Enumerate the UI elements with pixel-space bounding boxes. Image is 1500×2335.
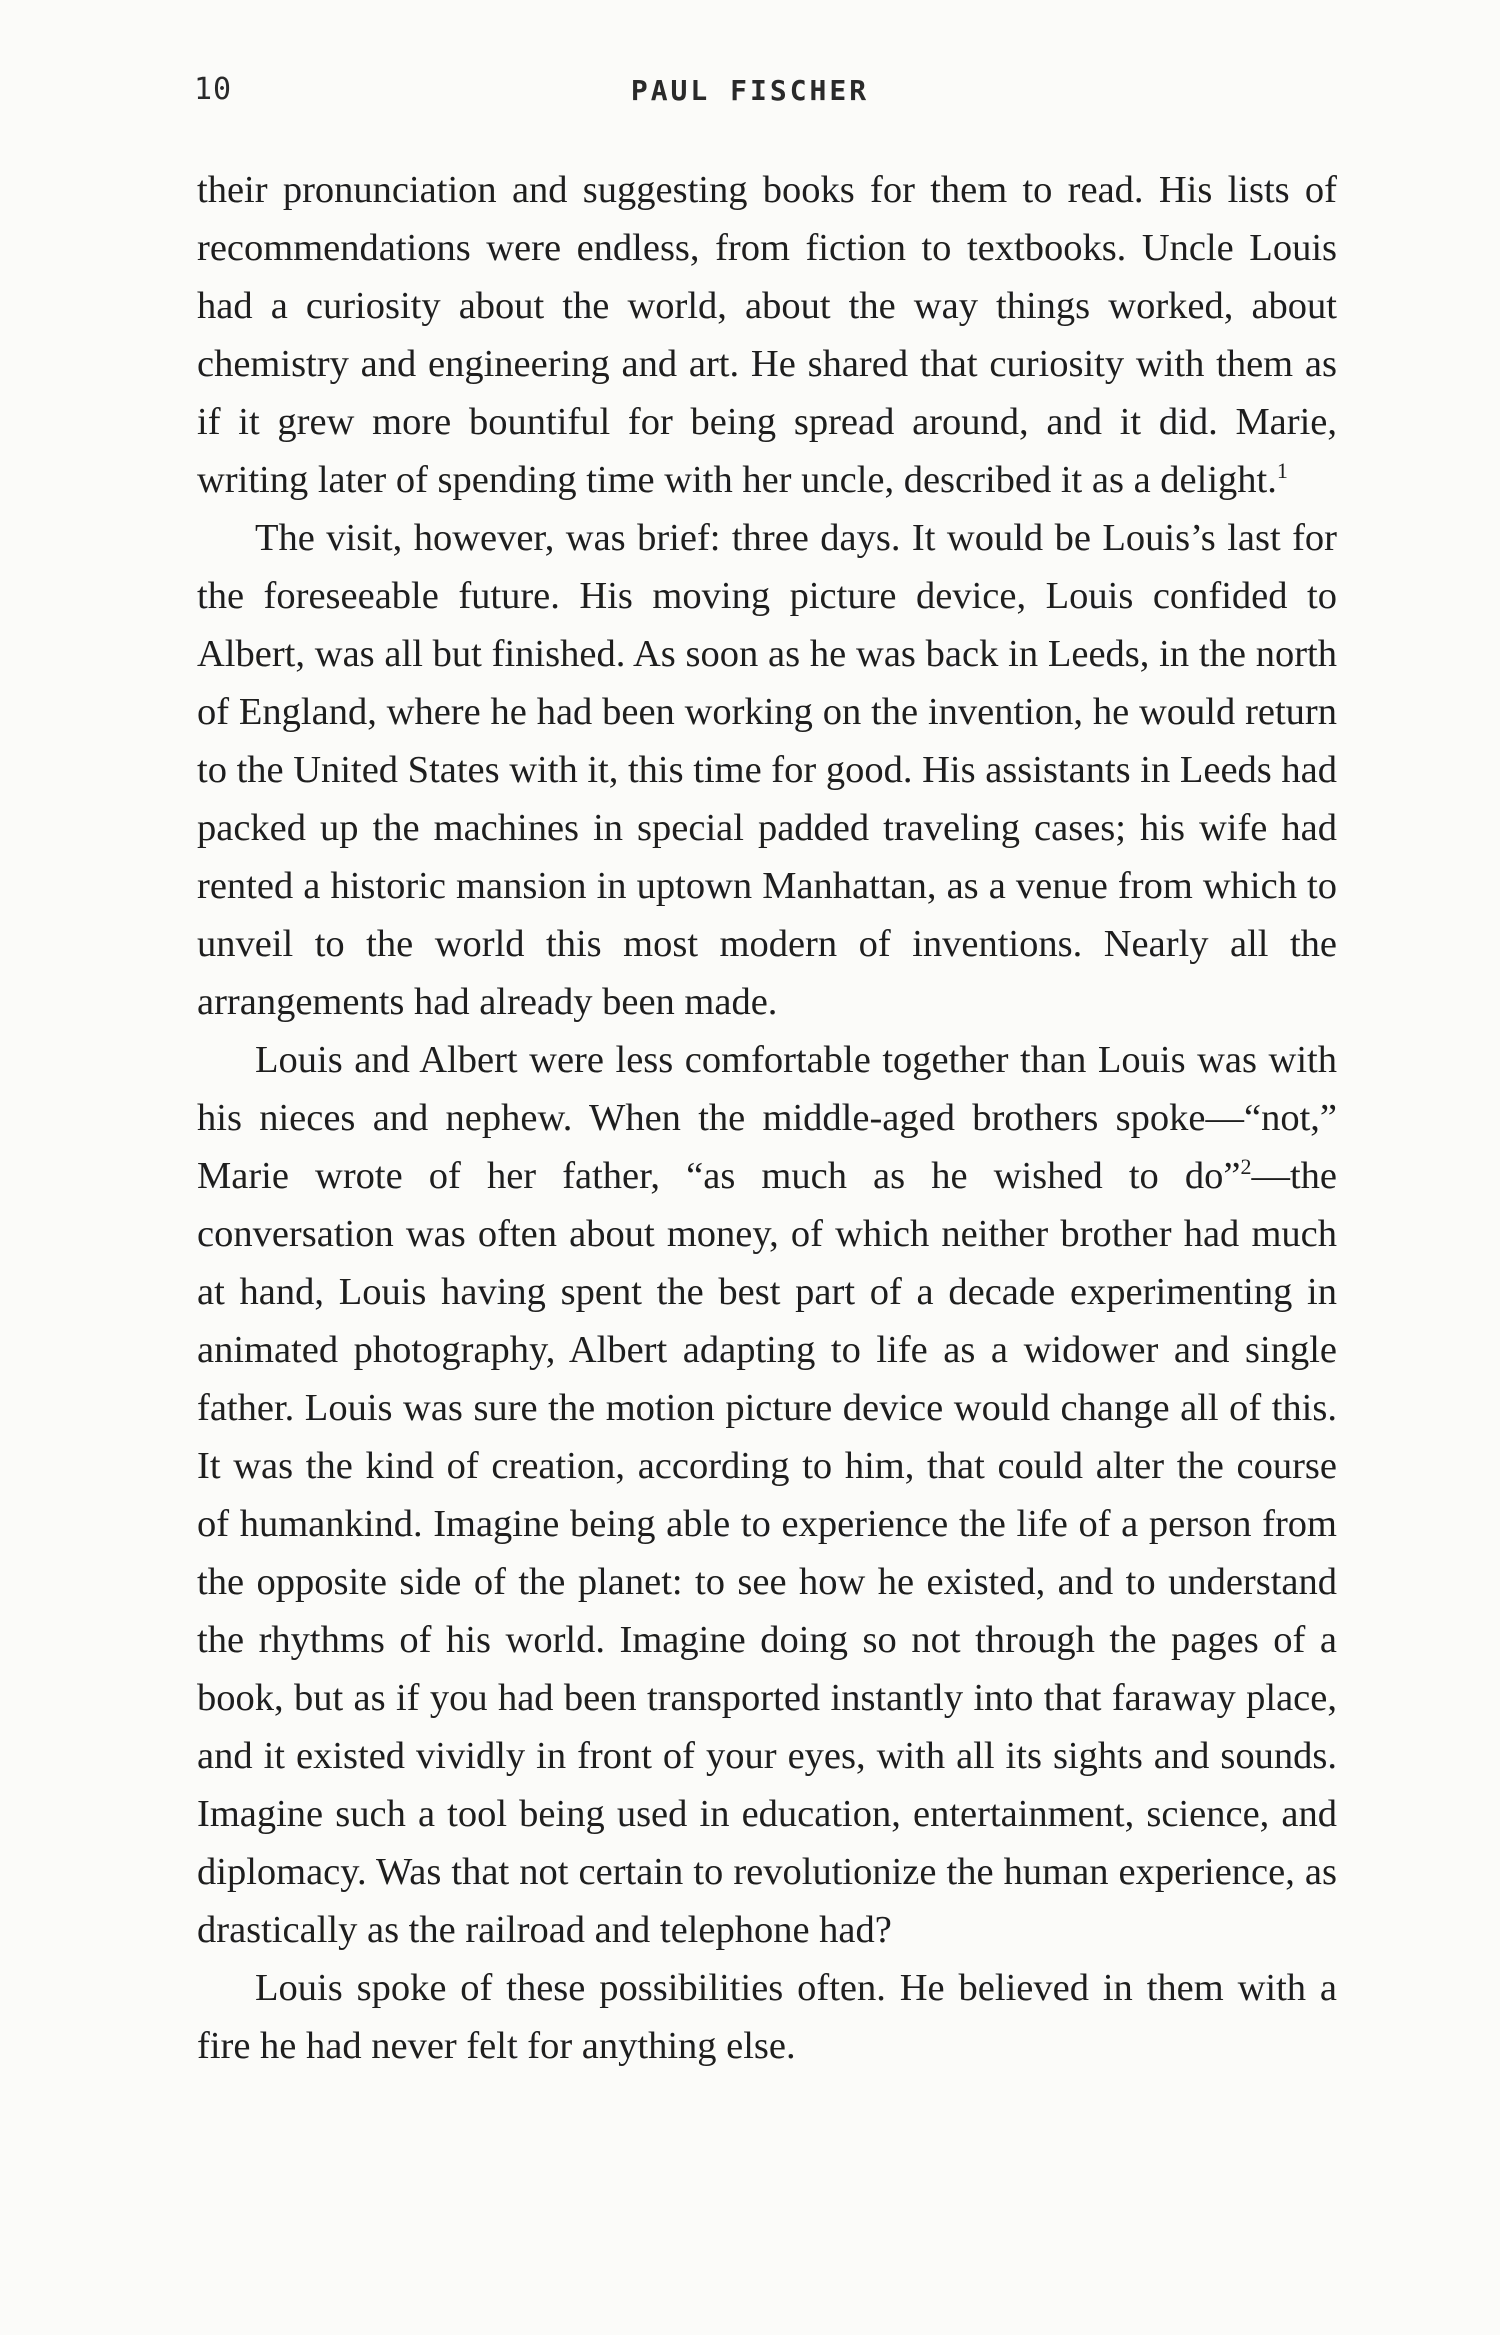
paragraph-2-text: The visit, however, was brief: three days. It would be Louis’s last for the foreseeable future. His moving picture device, Louis confided to Albert, was all but finished. As soon as he was back in Leeds, in the north of England, where he had been working on the invention, he would return to the United States with it, this time for good. His assistants in Leeds had packed up the machines in special padded traveling cases; his wife had rented a historic mansion in uptown Manhattan, as a venue from which to unveil to the world this most modern of inventions. Nearly all the arrangements had already been made. — [197, 517, 1337, 1023]
paragraph-4-text: Louis spoke of these possibilities often. He believed in them with a fire he had never felt for anything else. — [197, 1967, 1337, 2067]
page-number: 10 — [194, 72, 233, 107]
paragraph-1-text: their pronunciation and suggesting books for them to read. His lists of recommendations were endless, from fiction to textbooks. Uncle Louis had a curiosity about the world, about the way things worked, about chemistry and engineering and art. He shared that curiosity with them as if it grew more bountiful for being spread around, and it did. Marie, writing later of spending time with her uncle, described it as a delight. — [197, 169, 1337, 501]
footnote-marker-1: 1 — [1276, 458, 1288, 484]
paragraph-1 — [197, 161, 1337, 509]
paragraph-3-text-after: —the conversation was often about money, of which neither brother had much at hand, Louis having spent the best part of a decade experimenting in animated photography, Albert adapting to life as a widower and single father. Louis was sure the motion picture device would change all of this. It was the kind of creation, according to him, that could alter the course of humankind. Imagine being able to experience the life of a person from the opposite side of the planet: to see how he existed, and to understand the rhythms of his world. Imagine doing so not through the pages of a book, but as if you had been transported instantly into that faraway place, and it existed vividly in front of your eyes, with all its sights and sounds. Imagine such a tool being used in education, entertainment, science, and diplomacy. Was that not certain to revolutionize the human experience, as drastically as the railroad and telephone had? — [197, 1155, 1337, 1951]
paragraph-3 — [197, 1031, 1337, 1959]
paragraph-2 — [197, 509, 1337, 1031]
footnote-marker-2: 2 — [1240, 1154, 1252, 1180]
paragraph-4 — [197, 1959, 1337, 2075]
body-text — [197, 161, 1337, 2075]
paragraph-3-text-before: Louis and Albert were less comfortable together than Louis was with his nieces and nephew. When the middle-aged brothers spoke—“not,” Marie wrote of her father, “as much as he wished to do” — [197, 1039, 1337, 1197]
running-head: PAUL FISCHER — [630, 74, 870, 107]
